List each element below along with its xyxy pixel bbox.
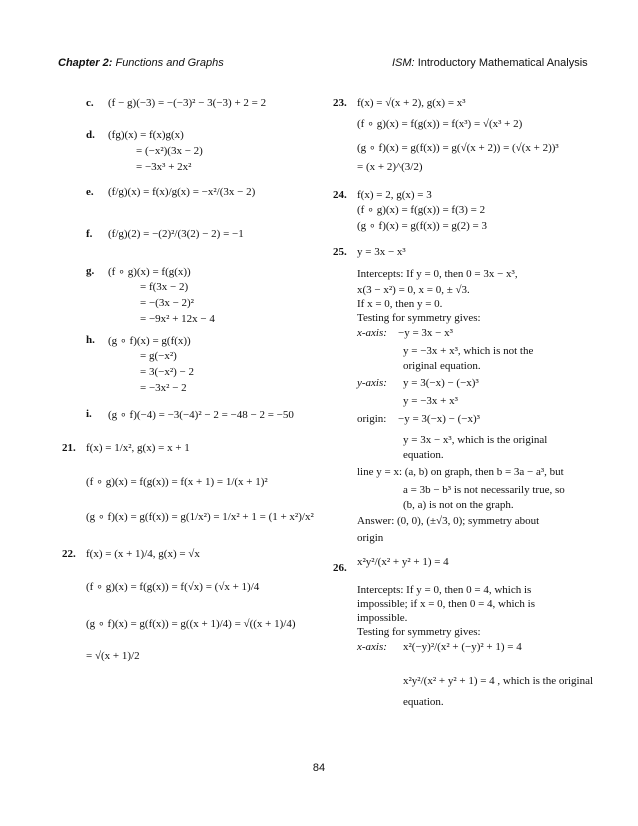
problem-24-number: 24. [333,189,347,201]
problem-26-equation: x²y²/(x² + y² + 1) = 4 [357,556,449,568]
part-d-label: d. [86,129,95,141]
problem-26-xaxis-line1: x²(−y)²/(x² + (−y)² + 1) = 4 [403,641,522,653]
part-g-line3: = −(3x − 2)² [140,297,194,309]
part-d-line3: = −3x³ + 2x² [136,161,192,173]
book-label: ISM: [392,57,415,69]
part-h-line4: = −3x² − 2 [140,382,187,394]
problem-24-gof: (g ∘ f)(x) = g(f(x)) = g(2) = 3 [357,220,487,232]
part-d-line2: = (−x²)(3x − 2) [136,145,203,157]
problem-23-given: f(x) = √(x + 2), g(x) = x³ [357,97,466,109]
problem-26-intercepts-3: impossible. [357,612,408,624]
problem-26-symmetry-intro: Testing for symmetry gives: [357,626,481,638]
problem-25-origin-line3: equation. [403,449,444,461]
part-h-label: h. [86,334,95,346]
part-g-line4: = −9x² + 12x − 4 [140,313,215,325]
problem-26-xaxis-line2: x²y²/(x² + y² + 1) = 4 , which is the original [403,675,594,687]
problem-26-intercepts-2: impossible; if x = 0, then 0 = 4, which is [357,598,536,610]
problem-25-yintercept: If x = 0, then y = 0. [357,298,443,310]
part-g-line1: (f ∘ g)(x) = f(g(x)) [108,266,191,278]
problem-26-xaxis-label: x-axis: [357,641,387,653]
problem-25-origin-line1: −y = 3(−x) − (−x)³ [398,413,480,425]
part-c-equation: (f − g)(−3) = −(−3)² − 3(−3) + 2 = 2 [108,97,267,109]
problem-26-number: 26. [333,562,347,574]
problem-23-gof: (g ∘ f)(x) = g(f(x)) = g(√(x + 2)) = (√(x + 2))³ [357,142,559,154]
part-e-equation: (f/g)(x) = f(x)/g(x) = −x²/(3x − 2) [108,186,256,198]
problem-25-symmetry-intro: Testing for symmetry gives: [357,312,481,324]
chapter-label: Chapter 2: [58,57,113,69]
problem-21-fog: (f ∘ g)(x) = f(g(x)) = f(x + 1) = 1/(x + 1)² [86,476,268,488]
problem-25-yaxis-line1: y = 3(−x) − (−x)³ [403,377,479,389]
part-g-line2: = f(3x − 2) [140,281,189,293]
book-title: Introductory Mathematical Analysis [417,57,588,69]
book-header [392,57,588,69]
problem-21-given: f(x) = 1/x², g(x) = x + 1 [86,442,190,454]
chapter-header [58,57,224,69]
part-e-label: e. [86,186,94,198]
part-f-equation: (f/g)(2) = −(2)²/(3(2) − 2) = −1 [108,228,244,240]
part-f-label: f. [86,228,93,240]
part-i-label: i. [86,408,92,420]
problem-25-answer-cont: origin [357,532,384,544]
part-i-equation: (g ∘ f)(−4) = −3(−4)² − 2 = −48 − 2 = −50 [108,409,294,421]
problem-26-intercepts-1: Intercepts: If y = 0, then 0 = 4, which is [357,584,532,596]
problem-22-result: = √(x + 1)/2 [86,650,140,662]
problem-22-fog: (f ∘ g)(x) = f(g(x)) = f(√x) = (√x + 1)/4 [86,581,260,593]
problem-23-number: 23. [333,97,347,109]
problem-25-number: 25. [333,246,347,258]
problem-22-given: f(x) = (x + 1)/4, g(x) = √x [86,548,200,560]
part-h-line2: = g(−x²) [140,350,177,362]
problem-21-number: 21. [62,442,76,454]
problem-25-line-yx-2: a = 3b − b³ is not necessarily true, so [403,484,565,496]
problem-26-xaxis-line3: equation. [403,696,444,708]
chapter-title: Functions and Graphs [115,57,224,69]
problem-25-yaxis-line2: y = −3x + x³ [403,395,458,407]
problem-25-intercepts: Intercepts: If y = 0, then 0 = 3x − x³, [357,268,518,280]
problem-24-given: f(x) = 2, g(x) = 3 [357,189,432,201]
problem-25-origin-line2: y = 3x − x³, which is the original [403,434,548,446]
problem-22-gof: (g ∘ f)(x) = g(f(x)) = g((x + 1)/4) = √((x + 1)/4) [86,618,296,630]
part-c-label: c. [86,97,94,109]
problem-25-yaxis-label: y-axis: [357,377,387,389]
problem-25-xaxis-line2: y = −3x + x³, which is not the [403,345,534,357]
problem-25-line-yx-3: (b, a) is not on the graph. [403,499,514,511]
part-g-label: g. [86,265,95,277]
problem-23-fog: (f ∘ g)(x) = f(g(x)) = f(x³) = √(x³ + 2) [357,118,523,130]
problem-25-xaxis-label: x-axis: [357,327,387,339]
problem-25-xaxis-line3: original equation. [403,360,481,372]
part-h-line3: = 3(−x²) − 2 [140,366,194,378]
problem-22-number: 22. [62,548,76,560]
problem-23-result: = (x + 2)^(3/2) [357,161,423,173]
problem-25-origin-label: origin: [357,413,387,425]
part-d-line1: (fg)(x) = f(x)g(x) [108,129,184,141]
problem-25-xaxis-line1: −y = 3x − x³ [398,327,453,339]
problem-21-gof: (g ∘ f)(x) = g(f(x)) = g(1/x²) = 1/x² + 1 = (1 + x²)/x² [86,511,314,523]
part-h-line1: (g ∘ f)(x) = g(f(x)) [108,335,191,347]
problem-25-line-yx-1: line y = x: (a, b) on graph, then b = 3a − a³, but [357,466,564,478]
problem-25-answer: Answer: (0, 0), (±√3, 0); symmetry about [357,515,540,527]
problem-25-equation: y = 3x − x³ [357,246,406,258]
page-number: 84 [312,762,326,774]
problem-25-roots: x(3 − x²) = 0, x = 0, ± √3. [357,284,470,296]
problem-24-fog: (f ∘ g)(x) = f(g(x)) = f(3) = 2 [357,204,486,216]
